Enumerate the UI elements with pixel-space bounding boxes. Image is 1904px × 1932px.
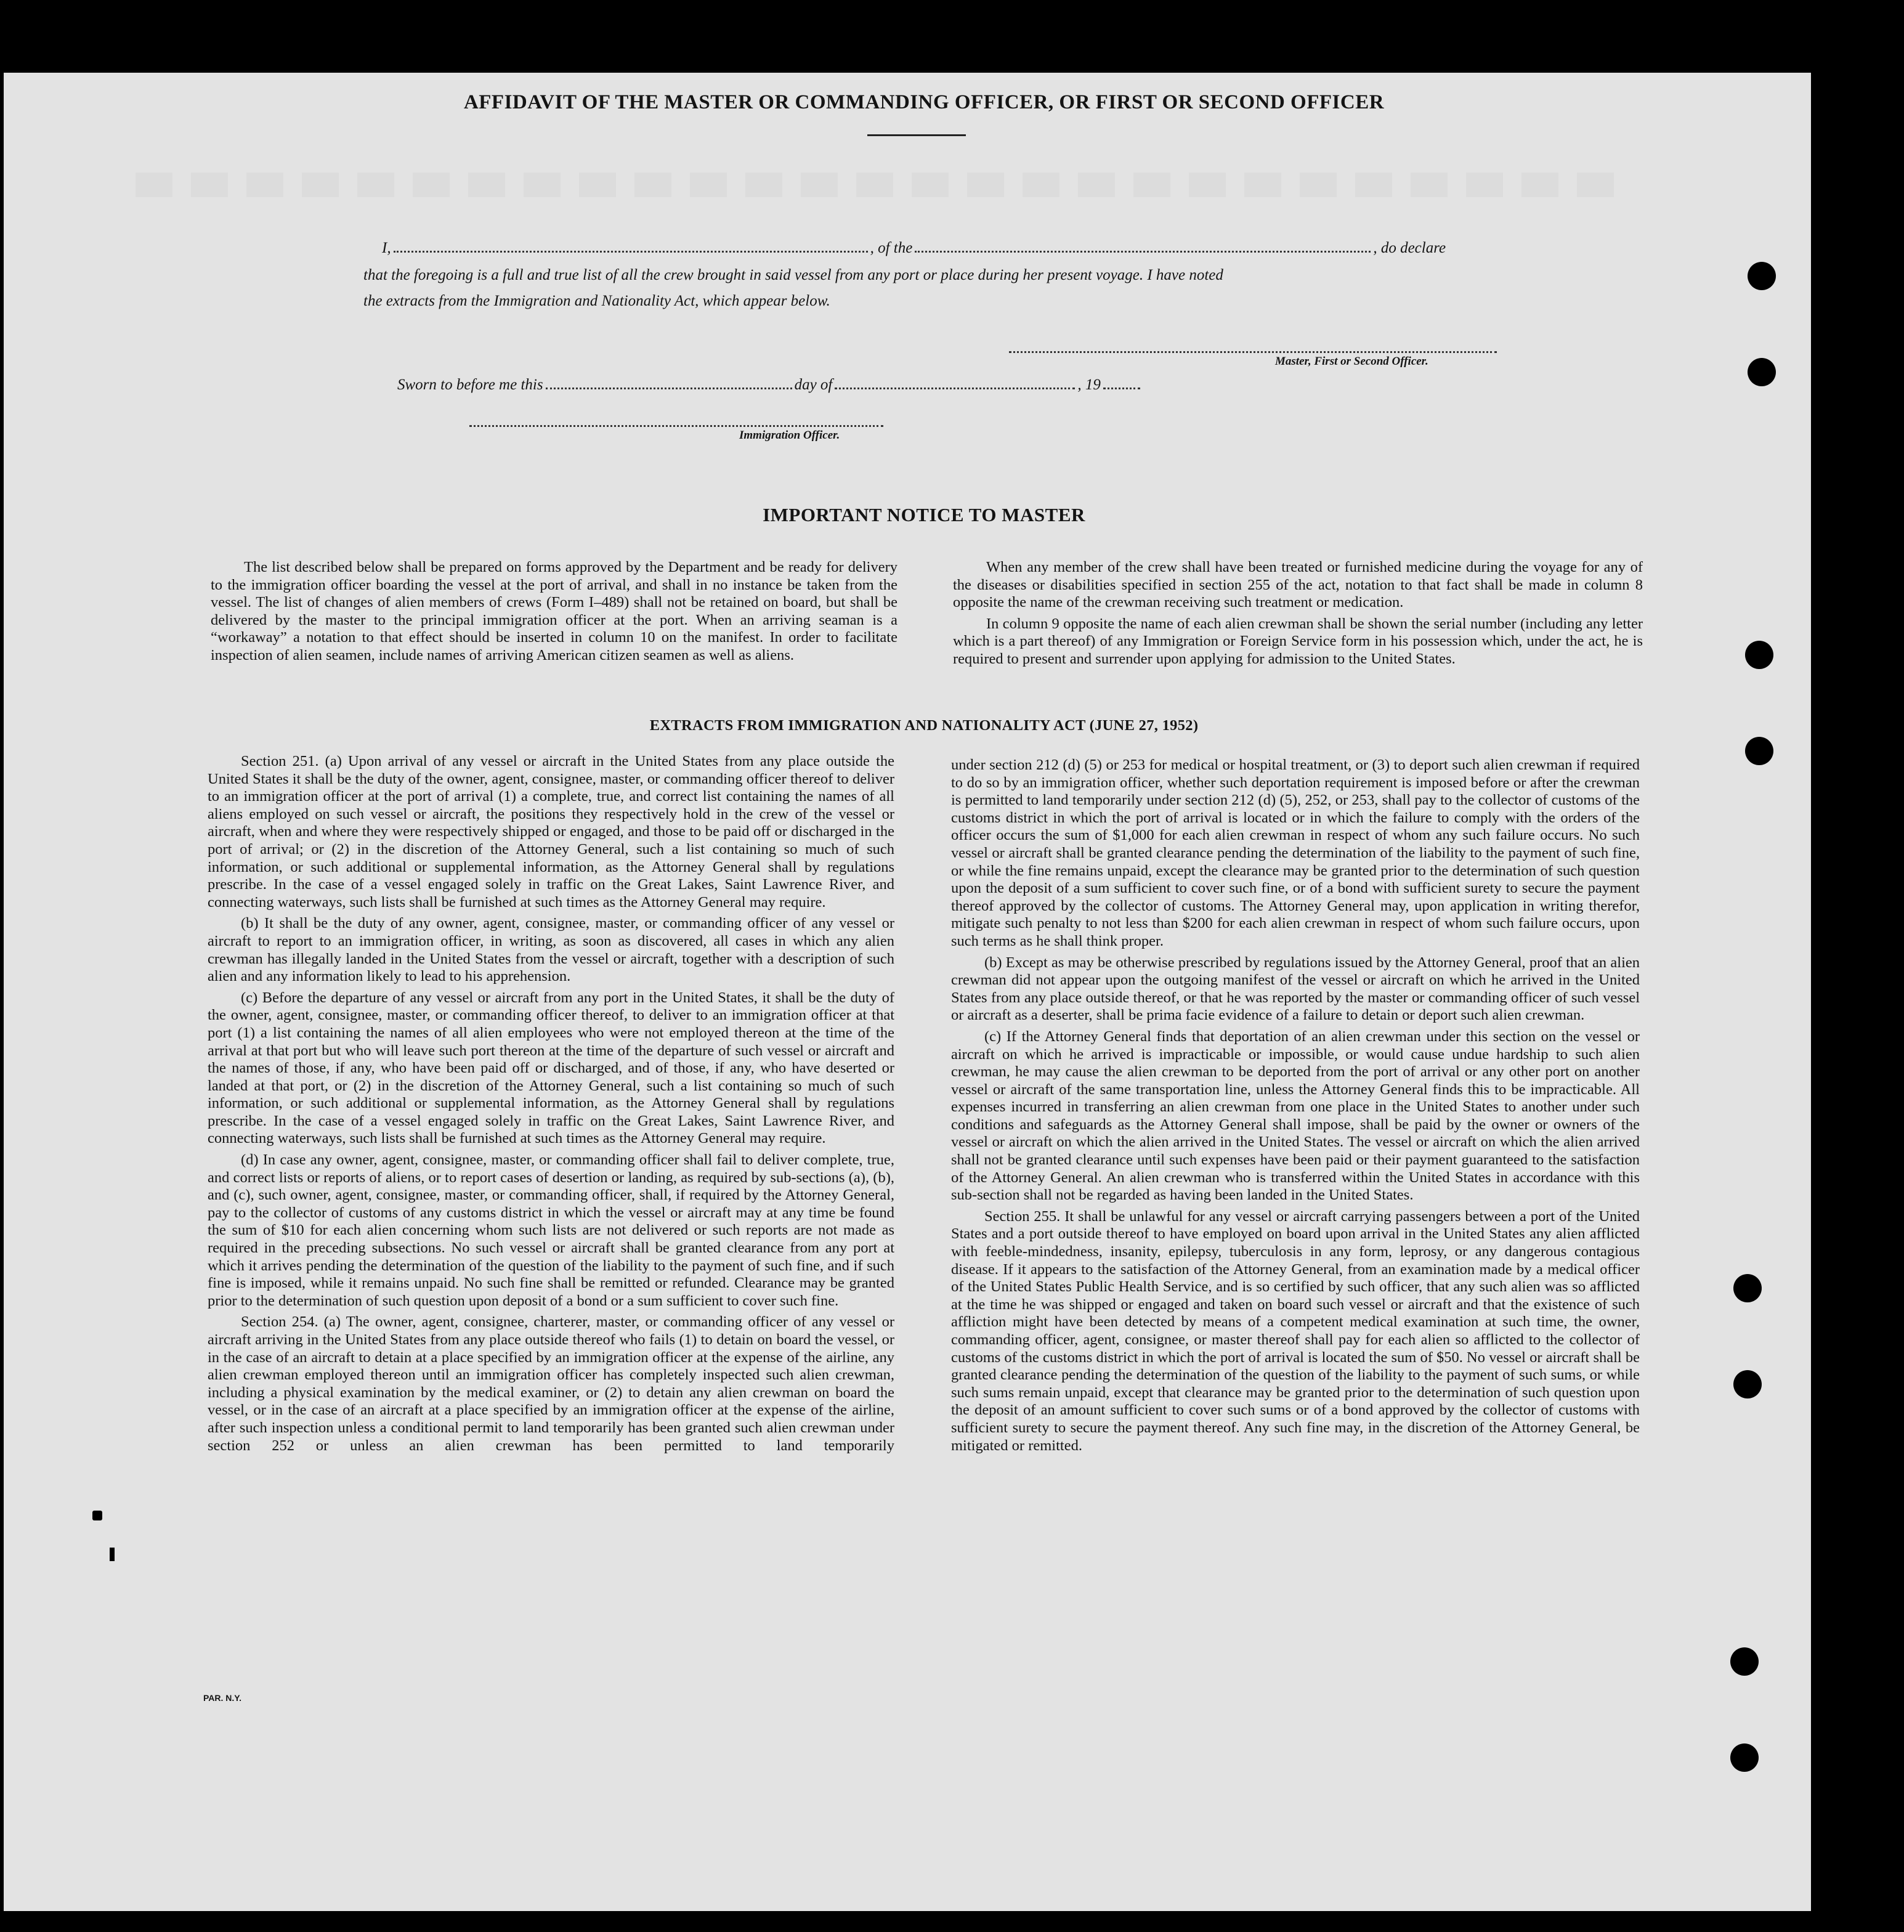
extracts-heading: EXTRACTS FROM IMMIGRATION AND NATIONALITY ACT (JUNE 27, 1952) <box>649 717 1199 734</box>
declaration-line <box>382 235 1446 261</box>
declare-prefix: I, <box>382 240 391 256</box>
extracts-right-column <box>951 757 1640 1458</box>
extract-paragraph: (b) It shall be the duty of any owner, agent, consignee, master, or commanding officer of any vessel or aircraft to report to an immigration officer, in writing, as soon as discovered, all cases in which any alien crewman has illegally landed in the United States from the vessel or aircraft, together with a description of such alien and any information likely to lead to his apprehension. <box>208 915 894 985</box>
punch-hole <box>1748 358 1776 386</box>
master-signature-line[interactable] <box>1009 351 1497 353</box>
notice-right-column <box>953 559 1643 672</box>
notice-heading: IMPORTANT NOTICE TO MASTER <box>763 504 1085 526</box>
declare-suffix: , do declare <box>1373 240 1446 256</box>
extract-paragraph: Section 254. (a) The owner, agent, consignee, charterer, master, or commanding officer of any vessel or aircraft arriving in the United States from any place outside thereof who fails (1) to detain on board the vessel, or in the case of an aircraft to detain at a place specified by an immigration officer at the expense of the airline, any alien crewman employed thereon until an immigration officer has completely inspected such alien crewman, including a physical examination by the medical examiner, or (2) to detain any alien crewman on board the vessel, or in the case of an aircraft at a place specified by an immigration officer at the expense of the airline, after such inspection unless a conditional permit to land temporarily has been granted such alien crewman under section 252 or unless an alien crewman has been permitted to land temporarily <box>208 1313 894 1454</box>
vessel-blank[interactable] <box>915 237 1371 253</box>
sworn-prefix: Sworn to before me this <box>397 376 543 393</box>
margin-mark <box>110 1548 115 1561</box>
sworn-year-blank[interactable] <box>1103 374 1140 389</box>
extract-paragraph: (d) In case any owner, agent, consignee, master, or commanding officer shall fail to deliver complete, true, and correct lists or reports of aliens, or to report cases of desertion or landing, as required by sub-sections (a), (b), and (c), such owner, agent, consignee, master, or commanding officer, shall, if required by the Attorney General, pay to the collector of customs of any customs district in which the vessel or aircraft may at any time be found the sum of $10 for each alien concerning whom such lists are not delivered or such reports are not made as required in the preceding subsections. No such vessel or aircraft shall be granted clearance from any port at which it arrives pending the determination of the question of the liability to the payment of such fine, and if such fine is imposed, while it remains unpaid. No such fine shall be remitted or refunded. Clearance may be granted prior to the determination of such question upon deposit of a bond or a sum sufficient to cover such fine. <box>208 1151 894 1309</box>
sworn-day-of: day of <box>794 376 833 393</box>
margin-mark <box>92 1511 102 1520</box>
sworn-line <box>397 372 1143 398</box>
punch-hole <box>1748 262 1776 290</box>
notice-paragraph: In column 9 opposite the name of each alien crewman shall be shown the serial number (including any letter which is a part thereof) of any Immigration or Foreign Service form in his possession which, under the act, he is required to present and surrender upon applying for admission to the United States. <box>953 615 1643 667</box>
punch-hole <box>1745 737 1773 765</box>
extract-paragraph: (c) Before the departure of any vessel or aircraft from any port in the United States, it shall be the duty of the owner, agent, consignee, master, or commanding officer thereof, to deliver to an immigration officer at that port (1) a list containing the names of all alien employees who were not employed thereon at the time of the arrival at that port but who will leave such port thereon at the time of the departure of such vessel or aircraft and the names of those, if any, who have been paid off or discharged, and of those, if any, who have deserted or landed at that port, or (2) in the discretion of the Attorney General, such a list containing so much of such information, or such additional or supplemental information, as the Attorney General shall by regulations prescribe. In the case of a vessel engaged solely in traffic on the Great Lakes, Saint Lawrence River, and connecting waterways, such lists shall be furnished at such times as the Attorney General may require. <box>208 989 894 1147</box>
declare-of-the: , of the <box>870 240 913 256</box>
name-blank[interactable] <box>394 237 868 253</box>
extract-paragraph: Section 251. (a) Upon arrival of any vessel or aircraft in the United States from any place outside the United States it shall be the duty of the owner, agent, consignee, master, or commanding officer thereof to deliver to an immigration officer at the port of arrival (1) a complete, true, and correct list containing the names of all aliens employed on such vessel or aircraft, the positions they respectively hold in the crew of the vessel or aircraft, when and where they were respectively shipped or engaged, and those to be paid off or discharged in the port of arrival; or (2) in the discretion of the Attorney General, such a list containing so much of such information, or such additional or supplemental information, as the Attorney General shall by regulations prescribe. In the case of a vessel engaged solely in traffic on the Great Lakes, Saint Lawrence River, and connecting waterways, such lists shall be furnished at such times as the Attorney General may require. <box>208 753 894 911</box>
master-signature-label: Master, First or Second Officer. <box>1275 355 1428 368</box>
notice-paragraph: The list described below shall be prepared on forms approved by the Department and be ready for delivery to the immigration officer boarding the vessel at the port of arrival, and shall in no instance be taken from the vessel. The list of changes of alien members of crews (Form I–489) shall not be retained on board, but shall be delivered by the master to the principal immigration officer at the port. When an arriving seaman is a “workaway” a notation to that effect should be inserted in column 10 on the manifest. In order to facilitate inspection of alien seamen, include names of arriving American citizen seamen as well as aliens. <box>211 559 897 664</box>
statement-line-2: the extracts from the Immigration and Nationality Act, which appear below. <box>363 293 830 309</box>
title-underline <box>867 134 966 136</box>
statement-line-1: that the foregoing is a full and true list of all the crew brought in said vessel from any port or place during her present voyage. I have noted <box>363 267 1223 283</box>
punch-hole <box>1733 1274 1762 1302</box>
sworn-day-blank[interactable] <box>546 374 792 389</box>
punch-hole <box>1745 641 1773 669</box>
officer-signature-label: Immigration Officer. <box>739 429 840 442</box>
extract-paragraph: (b) Except as may be otherwise prescribed by regulations issued by the Attorney General, proof that an alien crewman did not appear upon the outgoing manifest of the vessel or aircraft on which he arrived in the United States from any place outside thereof, or that he was reported by the master or commanding officer of such vessel or aircraft as a deserter, shall be prima facie evidence of a failure to detain or deport such alien crewman. <box>951 954 1640 1024</box>
extract-paragraph: under section 212 (d) (5) or 253 for medical or hospital treatment, or (3) to deport such alien crewman if required to do so by an immigration officer, whether such deportation requirement is imposed before or after the crewman is permitted to land temporarily under section 212 (d) (5), 252, or 253, shall pay to the collector of customs of the customs district in which the port of arrival is located or in which the failure to comply with the orders of the officer occurs the sum of $1,000 for each alien crewman in respect of whom any such failure occurs. No such vessel or aircraft shall be granted clearance pending the determination of the liability to the payment of such fine, or while the fine remains unpaid, except the clearance may be granted prior to the determination of such question upon the deposit of a sum sufficient to cover such fine, or of a bond with sufficient surety to secure the payment thereof approved by the collector of customs. The Attorney General may, upon application in writing therefor, mitigate such penalty to not less than $200 for each alien crewman in respect of whom such failure occurs, upon such terms as he shall think proper. <box>951 757 1640 949</box>
punch-hole <box>1730 1647 1759 1676</box>
punch-hole <box>1730 1743 1759 1772</box>
extract-paragraph: Section 255. It shall be unlawful for any vessel or aircraft carrying passengers between a port of the United States and a port outside thereof to have employed on board upon arrival in the United States any alien afflicted with feeble-mindedness, insanity, epilepsy, tuberculosis in any form, leprosy, or any dangerous contagious disease. If it appears to the satisfaction of the Attorney General, from an examination made by a medical officer of the United States Public Health Service, and is so certified by such officer, that any such alien was so afflicted at the time he was shipped or engaged and taken on board such vessel or aircraft and that the existence of such affliction might have been detected by means of a competent medical examination at such time, the owner, commanding officer, agent, consignee, or master thereof shall pay for each alien so afflicted to the collector of customs of the customs district in which the port of arrival is located the sum of $50. No vessel or aircraft shall be granted clearance pending the determination of the question of the liability to the payment of such sums, or while such sums remain unpaid, except that clearance may be granted prior to the determination of such question upon the deposit of an amount sufficient to cover such sums or of a bond approved by the collector of customs with sufficient surety to secure the payment thereof. Any such fine may, in the discretion of the Attorney General, be mitigated or remitted. <box>951 1208 1640 1454</box>
punch-hole <box>1733 1370 1762 1398</box>
extract-paragraph: (c) If the Attorney General finds that deportation of an alien crewman under this section on the vessel or aircraft on which he arrived is impracticable or impossible, or would cause undue hardship to such alien crewman, he may cause the alien crewman to be deported from the port of arrival or any other port on another vessel or aircraft of the same transportation line, unless the Attorney General finds this to be impracticable. All expenses incurred in transferring an alien crewman from one place in the United States to another under such conditions and safeguards as the Attorney General shall impose, shall be paid by the owner or owners of the vessel or aircraft on which the alien arrived in the United States. The vessel or aircraft on which the alien arrived shall not be granted clearance until such expenses have been paid or their payment guaranteed to the satisfaction of the Attorney General. An alien crewman who is transferred within the United States in accordance with this sub-section shall not be regarded as having been landed in the United States. <box>951 1028 1640 1204</box>
extracts-left-column <box>208 753 894 1458</box>
sworn-year: , 19 <box>1077 376 1101 393</box>
notice-left-column <box>211 559 897 668</box>
affidavit-title: AFFIDAVIT OF THE MASTER OR COMMANDING OFFICER, OR FIRST OR SECOND OFFICER <box>463 91 1385 113</box>
sworn-month-blank[interactable] <box>835 374 1075 389</box>
notice-paragraph: When any member of the crew shall have been treated or furnished medicine during the voyage for any of the diseases or disabilities specified in section 255 of the act, notation to that fact shall be made in column 8 opposite the name of the crewman receiving such treatment or medication. <box>953 559 1643 611</box>
bleed-through-mark <box>136 172 1614 197</box>
printer-mark: PAR. N.Y. <box>203 1693 241 1703</box>
officer-signature-line[interactable] <box>469 425 883 427</box>
